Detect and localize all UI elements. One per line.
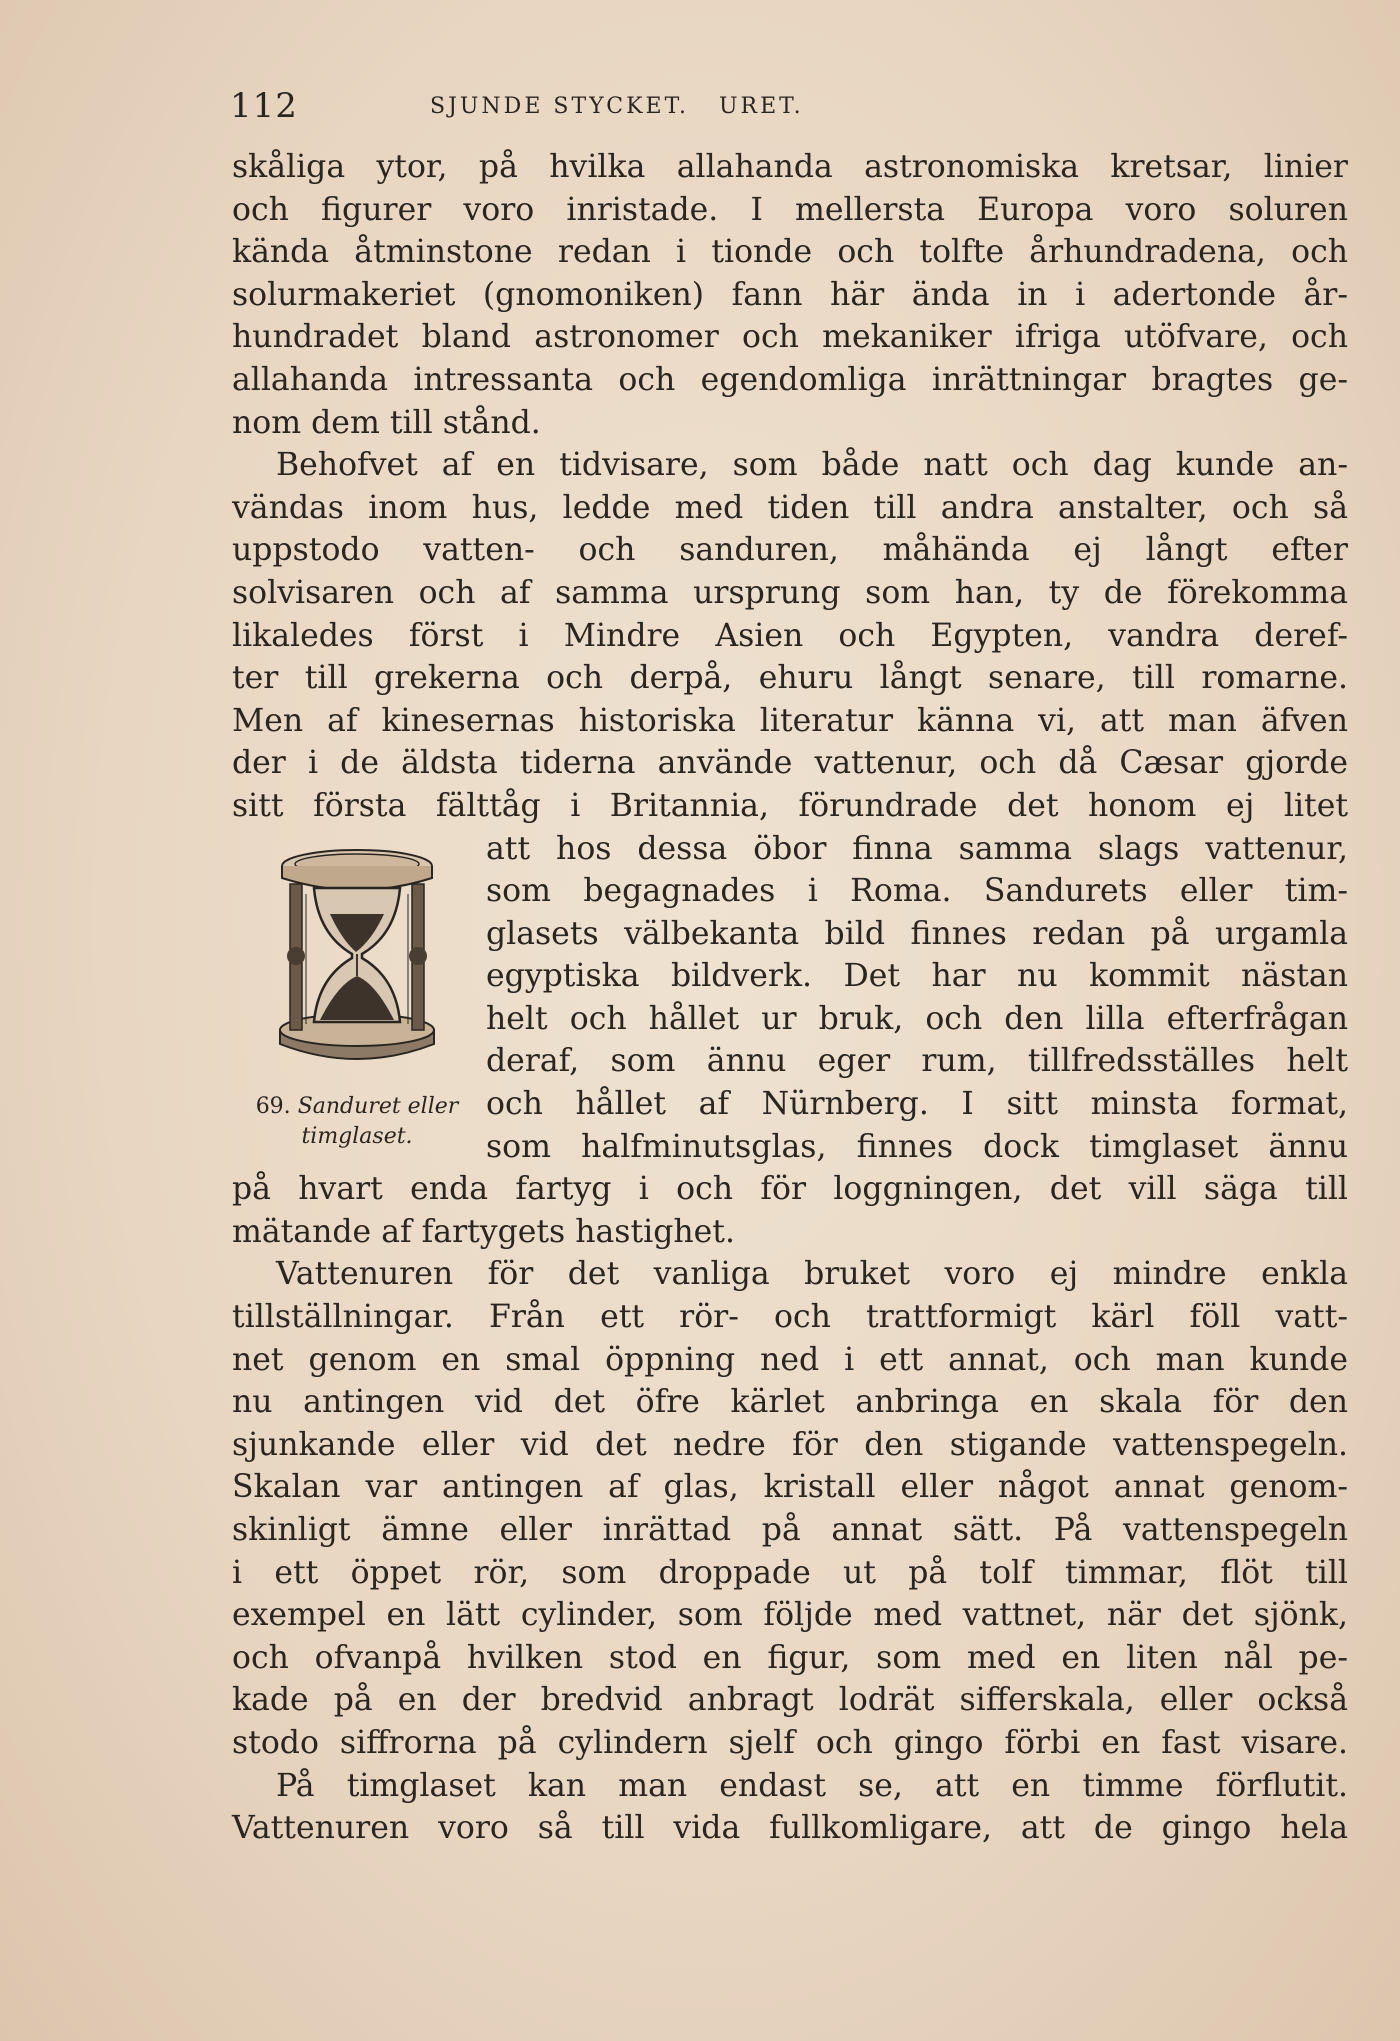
text-line: egyptiska bildverk. Det har nu kommit nästan (486, 958, 1348, 995)
text-line: som begagnades i Roma. Sandurets eller tim- (486, 873, 1348, 910)
text-line: ter till grekerna och derpå, ehuru långt senare, till romarne. (232, 660, 1348, 697)
text-line: skåliga ytor, på hvilka allahanda astronomiska kretsar, linier (232, 149, 1348, 185)
text-line: i ett öppet rör, som droppade ut på tolf timmar, flöt till (232, 1554, 1348, 1591)
figure-caption-line1: Sanduret eller (297, 1094, 459, 1119)
text-line: skinligt ämne eller inrättad på annat sätt. På vattenspegeln (232, 1512, 1348, 1548)
text-line: deraf, som ännu eger rum, tillfredsställes helt (486, 1043, 1348, 1080)
text-line: sjunkande eller vid det nedre för den stigande vattenspegeln. (232, 1426, 1348, 1463)
text-line: Men af kinesernas historiska literatur känna vi, att man äfven (232, 702, 1348, 739)
text-line: glasets välbekanta bild finnes redan på urgamla (486, 915, 1348, 952)
figure-caption (232, 1092, 482, 1152)
text-line: solurmakeriet (gnomoniken) fann här ända in i adertonde år- (232, 276, 1348, 313)
text-line: mätande af fartygets hastighet. (232, 1213, 735, 1250)
hourglass-engraving-icon (272, 844, 442, 1076)
page-header (230, 86, 1348, 136)
figure-hourglass (232, 842, 482, 1172)
text-line: kade på en der bredvid anbragt lodrät sifferskala, eller också (232, 1682, 1348, 1719)
text-line: sitt första fälttåg i Britannia, förundrade det honom ej litet (232, 787, 1348, 824)
text-line: net genom en smal öppning ned i ett annat, och man kunde (232, 1341, 1348, 1378)
text-line: hundradet bland astronomer och mekaniker ifriga utöfvare, och (232, 319, 1348, 356)
text-line: tillställningar. Från ett rör- och trattformigt kärl föll vatt- (232, 1299, 1348, 1336)
text-line: och ofvanpå hvilken stod en figur, som med en liten nål pe- (232, 1639, 1348, 1676)
text-line: helt och hållet ur bruk, och den lilla efterfrågan (486, 1000, 1348, 1037)
text-line: stodo siffrorna på cylindern sjelf och gingo förbi en fast visare. (232, 1724, 1348, 1761)
text-line: och figurer voro inristade. I mellersta Europa voro soluren (232, 191, 1348, 228)
text-line: likaledes först i Mindre Asien och Egypten, vandra deref- (232, 617, 1348, 654)
text-line: uppstodo vatten- och sanduren, måhända ej långt efter (232, 532, 1348, 569)
page-number: 112 (230, 86, 298, 126)
running-head: SJUNDE STYCKET. URET. (430, 94, 804, 119)
text-line: nu antingen vid det öfre kärlet anbringa en skala för den (232, 1384, 1348, 1421)
text-line: solvisaren och af samma ursprung som han, ty de förekomma (232, 574, 1348, 611)
text-line: och hållet af Nürnberg. I sitt minsta format, (486, 1086, 1348, 1123)
text-line: exempel en lätt cylinder, som följde med vattnet, när det sjönk, (232, 1597, 1348, 1634)
figure-number: 69. (255, 1094, 291, 1119)
text-line: Behofvet af en tidvisare, som både natt och dag kunde an- (276, 447, 1348, 484)
text-line: der i de äldsta tiderna använde vattenur, och då Cæsar gjorde (232, 745, 1348, 782)
text-line: På timglaset kan man endast se, att en timme förflutit. (276, 1767, 1348, 1804)
text-line: Skalan var antingen af glas, kristall eller något annat genom- (232, 1469, 1348, 1506)
text-line: vändas inom hus, ledde med tiden till andra anstalter, och så (232, 489, 1348, 526)
text-line: på hvart enda fartyg i och för loggningen, det vill säga till (232, 1171, 1348, 1208)
text-line: kända åtminstone redan i tionde och tolfte århundradena, och (232, 234, 1348, 271)
text-line: Vattenuren för det vanliga bruket voro ej mindre enkla (276, 1256, 1348, 1293)
figure-caption-line2: timglaset. (301, 1124, 413, 1149)
text-line: som halfminutsglas, finnes dock timglaset ännu (486, 1128, 1348, 1165)
text-line: nom dem till stånd. (232, 404, 541, 441)
text-line: att hos dessa öbor finna samma slags vattenur, (486, 830, 1348, 867)
text-line: Vattenuren voro så till vida fullkomligare, att de gingo hela (232, 1810, 1348, 1847)
text-line: allahanda intressanta och egendomliga inrättningar bragtes ge- (232, 361, 1348, 398)
